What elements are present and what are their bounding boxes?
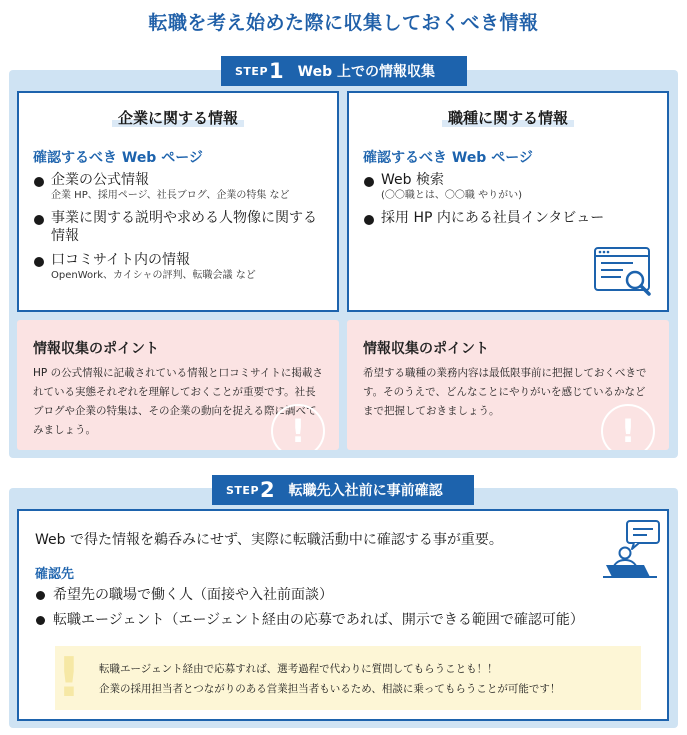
step1-word: STEP <box>235 64 269 78</box>
step2-word: STEP <box>226 483 260 497</box>
step1-title: Web 上での情報収集 <box>297 64 435 80</box>
step2-number: 2 <box>260 477 275 502</box>
company-info-card <box>17 91 339 312</box>
step2-tab <box>212 475 474 505</box>
list-item: 口コミサイト内の情報 OpenWork、カイシャの評判、転職会議 など <box>33 251 329 283</box>
step2-list <box>35 587 584 637</box>
list-item: 企業の公式情報 企業 HP、採用ページ、社長ブログ、企業の特集 など <box>33 171 329 203</box>
step1-tab <box>221 56 467 86</box>
person-laptop-chat-icon <box>601 519 661 579</box>
list-item: 採用 HP 内にある社員インタビュー <box>363 209 659 227</box>
company-info-subheading: 確認するべき Web ページ <box>33 150 203 166</box>
company-info-heading: 企業に関する情報 <box>19 107 337 128</box>
company-point-box <box>17 320 339 450</box>
web-search-icon <box>593 246 653 298</box>
company-point-title: 情報収集のポイント <box>33 341 159 357</box>
exclamation-icon: ! <box>601 404 655 450</box>
job-info-card <box>347 91 669 312</box>
exclamation-icon: ! <box>56 646 82 709</box>
tip-note-box <box>55 646 641 710</box>
list-item: 転職エージェント（エージェント経由の応募であれば、開示できる範囲で確認可能） <box>35 612 584 629</box>
step2-subheading: 確認先 <box>35 567 75 582</box>
step2-card <box>17 509 669 721</box>
step2-lead: Web で得た情報を鵜呑みにせず、実際に転職活動中に確認する事が重要。 <box>35 532 503 548</box>
job-info-list <box>363 171 659 233</box>
exclamation-icon: ! <box>271 404 325 450</box>
step2-title: 転職先入社前に事前確認 <box>288 483 443 499</box>
job-point-box <box>347 320 669 450</box>
list-item: 事業に関する説明や求める人物像に関する情報 <box>33 209 329 245</box>
company-point-body: HP の公式情報に記載されている情報と口コミサイトに掲載されている実態それぞれを理解しておくことが重要です。社長ブログや企業の特集は、その企業の動向を捉える際に調べてみましょう。 <box>33 367 323 436</box>
list-item: Web 検索 (〇〇職とは、〇〇職 やりがい) <box>363 171 659 203</box>
list-item: 希望先の職場で働く人（面接や入社前面談） <box>35 587 584 604</box>
page-title: 転職を考え始めた際に収集しておくべき情報 <box>148 12 539 34</box>
job-point-title: 情報収集のポイント <box>363 341 489 357</box>
step1-number: 1 <box>269 58 284 83</box>
job-info-subheading: 確認するべき Web ページ <box>363 150 533 166</box>
tip-note-text: 転職エージェント経由で応募すれば、選考過程で代わりに質問してもらうことも！！ 企業の採用担当者とつながりのある営業担当者もいるため、相談に乗ってもらうことが可能です！ <box>99 663 561 695</box>
job-info-heading: 職種に関する情報 <box>349 107 667 128</box>
job-point-body: 希望する職種の業務内容は最低限事前に把握しておくべきです。そのうえで、どんなことにやりがいを感じているかなどまで把握しておきましょう。 <box>363 367 647 417</box>
company-info-list <box>33 171 329 289</box>
